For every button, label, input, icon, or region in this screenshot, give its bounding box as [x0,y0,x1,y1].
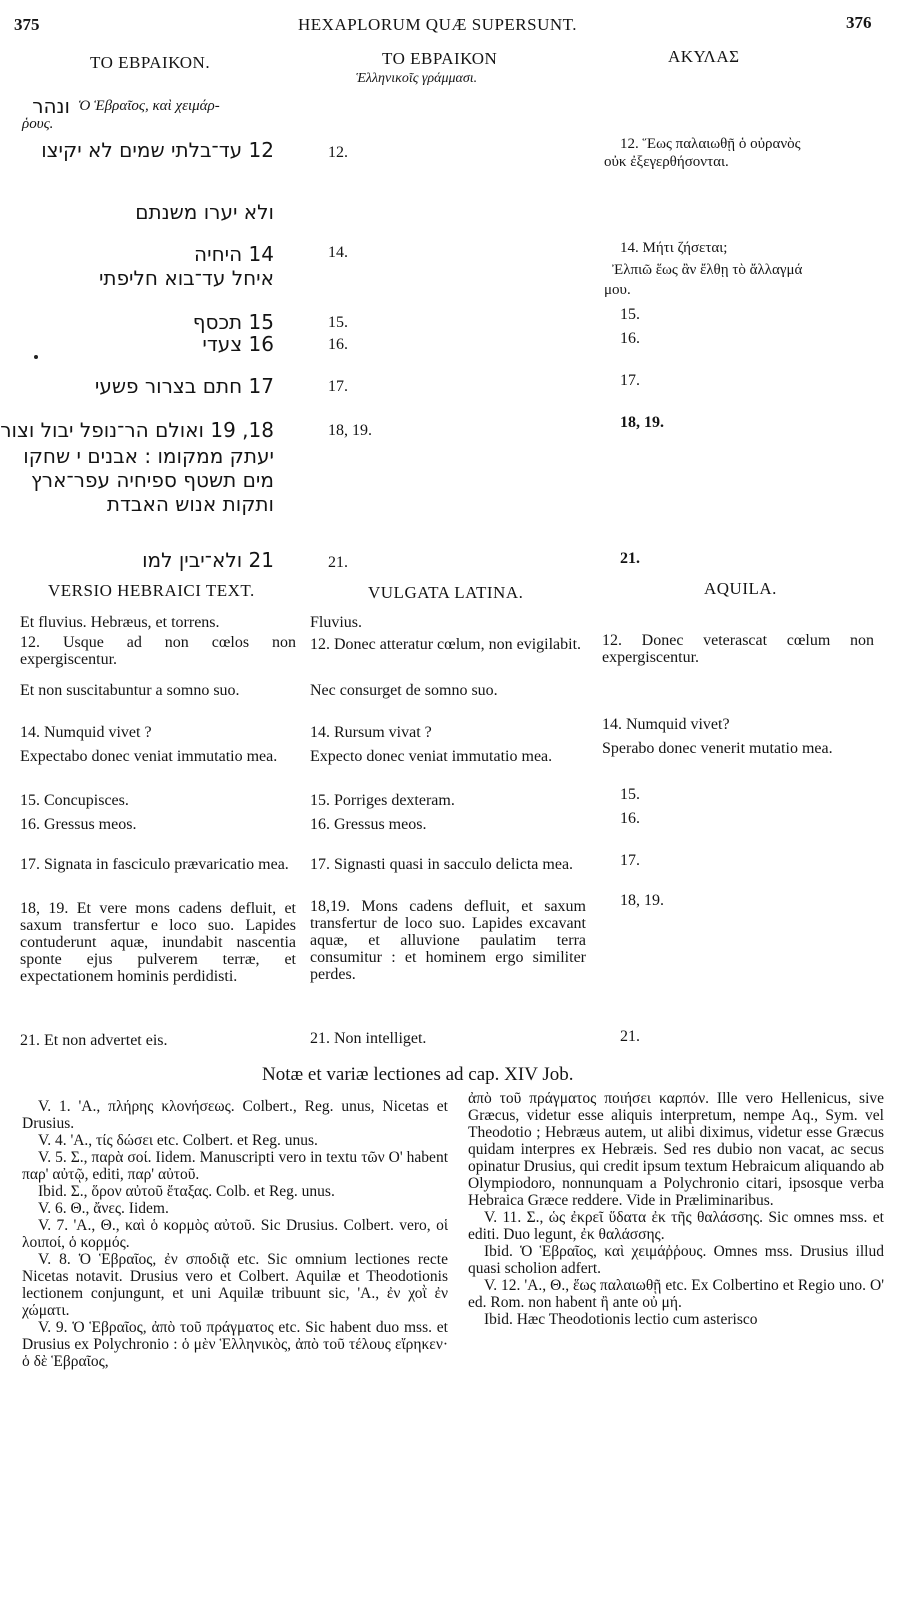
column-title-hebrew: ΤΟ ΕΒΡΑΙΚΟΝ. [90,53,211,72]
note-left-8: V. 9. Ὁ Ἑβραῖος, ἀπὸ τοῦ πράγματος etc. Sic habent duo mss. et Drusius ex Polychronio : ὁ μὲν Ἑλληνικὸς, ἀπὸ τοῦ τέλους εἴρηκεν· ὁ δὲ Ἑβραῖος, [22,1319,448,1370]
ink-dot [34,355,38,359]
latin-header-vulgata: VULGATA LATINA. [368,583,524,602]
hebrew-verse-14-cont: איחל עד־בוא חליפתי [98,266,274,290]
latin3-verse-16: 16. [620,810,640,827]
latin2-verse-15: 15. Porriges dexteram. [310,792,455,809]
latin1-verse-12: 12. Usque ad non cœlos non expergiscentur. [20,634,296,668]
hebrew-verse-17: 17 חתם בצרור פשעי [94,374,274,398]
aquila-verse-15: 15. [620,306,640,323]
latin2-verse-16: 16. Gressus meos. [310,816,427,833]
notes-title: Notæ et variæ lectiones ad cap. XIV Job. [262,1064,574,1085]
note-left-7: V. 8. Ὁ Ἑβραῖος, ἐν σποδιᾷ etc. Sic omnium lectiones recte Nicetas notavit. Drusius vero et Colbert. Aquilæ et Theodotionis lectionem conjungunt, et uni Aquilæ tribuunt sic, 'A., ἐν χοῒ ἐν χώματι. [22,1251,448,1319]
latin1-verse-17: 17. Signata in fasciculo prævaricatio mea. [20,856,289,873]
note-right-5: Ibid. Hæc Theodotionis lectio cum asterisco [484,1311,758,1328]
latin2-verse-17: 17. Signasti quasi in sacculo delicta mea. [310,856,574,873]
latin3-verse-21: 21. [620,1028,640,1045]
column-subtitle-transliteration: Ἑλληνικοῖς γράμμασι. [356,71,478,86]
aquila-verse-14: 14. Μήτι ζήσεται; [620,240,728,256]
note-right-3: Ibid. Ὁ Ἑβραῖος, καὶ χειμάῤῥους. Omnes mss. Drusius illud quasi scholion adfert. [468,1243,884,1277]
hebrew-verse-18-line2: יעתק ממקומו : אבנים י שחקו [23,444,274,468]
aquila-verse-12-cont: οὐκ ἐξεγερθήσονται. [604,154,729,170]
latin2-verse-14-cont: Expecto donec veniat immutatio mea. [310,748,553,765]
latin3-verse-12: 12. Donec veterascat cœlum non expergiscentur. [602,632,874,666]
note-left-6: V. 7. 'A., Θ., καὶ ὁ κορμὸς αὐτοῦ. Sic Drusius. Colbert. vero, οἱ λοιποί, ὁ κορμός. [22,1217,448,1251]
note-left-2: V. 4. 'A., τίς δώσει etc. Colbert. et Reg. unus. [38,1132,318,1149]
column-title-transliteration: ΤΟ ΕΒΡΑΙΚΟΝ [382,49,498,68]
hebrew-note-greek: Ὁ Ἑβραῖος, καὶ χειμάρ- [78,98,220,114]
hebrew-verse-11: ונהר [32,94,70,118]
running-title: HEXAPLORUM QUÆ SUPERSUNT. [298,15,578,34]
page-number-right: 376 [846,13,872,32]
notes-right-column [468,1090,884,1328]
note-right-2: V. 11. Σ., ὡς ἐκρεῖ ὕδατα ἐκ τῆς θαλάσσης. Sic omnes mss. et editi. Duo legunt, ἐκ θαλάσσης. [468,1209,884,1243]
aquila-verse-14-cont: Ἐλπιῶ ἕως ἂν ἔλθῃ τὸ ἄλλαγμά [612,262,803,278]
latin3-verse-18-19: 18, 19. [620,892,664,909]
latin1-verse-12-cont: Et non suscitabuntur a somno suo. [20,682,240,699]
notes-left-column [22,1098,448,1370]
aquila-verse-14-end: μου. [604,282,631,298]
latin2-verse-12: 12. Donec atteratur cœlum, non evigilabit. [310,636,582,653]
latin2-verse-14: 14. Rursum vivat ? [310,724,432,741]
note-left-3: V. 5. Σ., παρὰ σοί. Iidem. Manuscripti vero in textu τῶν O' habent παρ' αὐτῷ, editi, παρ' αὐτοῦ. [22,1149,448,1183]
translit-verse-16: 16. [328,336,348,353]
translit-verse-14: 14. [328,244,348,261]
latin1-verse-11: Et fluvius. Hebræus, et torrens. [20,614,220,631]
latin3-verse-17: 17. [620,852,640,869]
latin1-verse-21: 21. Et non advertet eis. [20,1032,168,1049]
translit-verse-12: 12. [328,144,348,161]
latin-header-aquila: AQUILA. [704,579,777,598]
hebrew-note-greek-cont: ῥους. [22,116,54,132]
note-right-1: ἀπὸ τοῦ πράγματος ποιήσει καρπόν. Ille vero Hellenicus, sive Græcus, videtur esse aliquis interpretum, nempe Aq., Sym. vel Theodotio ; Hebræus autem, ut alibi diximus, videtur esse Græcus quidam interpres ex Hebræis. Sed res dubio non vacat, ac secus opinatur Drusius, qui credit ipsum textum Hebraicum aliquando ab Olympiodoro, nonnunquam a Polychronio citari, ipsosque verba Hebraica Græce reddere. Vide in Præliminaribus. [468,1090,884,1209]
latin1-verse-14: 14. Numquid vivet ? [20,724,152,741]
latin1-verse-15: 15. Concupisces. [20,792,129,809]
aquila-verse-17: 17. [620,372,640,389]
note-left-4: Ibid. Σ., ὅρον αὐτοῦ ἔταξας. Colb. et Reg. unus. [38,1183,335,1200]
latin2-verse-12-cont: Nec consurget de somno suo. [310,682,498,699]
note-right-4: V. 12. 'A., Θ., ἕως παλαιωθῇ etc. Ex Colbertino et Regio uno. O' ed. Rom. non habent ἢ ante οὐ μή. [468,1277,884,1311]
translit-verse-17: 17. [328,378,348,395]
hebrew-verse-18-line4: ותקות אנוש האבדת [106,492,274,516]
latin3-verse-14: 14. Numquid vivet? [602,716,730,733]
aquila-verse-21: 21. [620,550,640,567]
hebrew-verse-15: 15 תכסף [192,310,274,334]
note-left-5: V. 6. Θ., ἄνες. Iidem. [38,1200,169,1217]
aquila-verse-18-19: 18, 19. [620,414,664,431]
aquila-verse-16: 16. [620,330,640,347]
latin2-verse-21: 21. Non intelliget. [310,1030,427,1047]
page-number-left: 375 [14,15,40,34]
latin3-verse-15: 15. [620,786,640,803]
translit-verse-21: 21. [328,554,348,571]
aquila-verse-12: 12. Ἕως παλαιωθῇ ὁ οὐρανὸς [620,136,801,152]
hebrew-verse-16: 16 צעדי [202,332,274,356]
hebrew-verse-18: 18, 19 ואולם הר־נופל יבול וצור [0,418,274,442]
latin2-verse-11: Fluvius. [310,614,363,631]
hebrew-verse-14: 14 היחיה [194,242,274,266]
latin2-verse-18-19: 18,19. Mons cadens defluit, et saxum transfertur de loco suo. Lapides excavant aquæ, et alluvione paulatim terra consumitur : et hominem ergo similiter perdes. [310,898,586,983]
hebrew-verse-12: 12 עד־בלתי שמים לא יקיצו [41,138,274,162]
hebrew-verse-12-cont: ולא יערו משנתם [135,200,274,224]
hebrew-verse-21: 21 ולא־יבין למו [142,548,274,572]
translit-verse-15: 15. [328,314,348,331]
latin1-verse-16: 16. Gressus meos. [20,816,137,833]
translit-verse-18-19: 18, 19. [328,422,372,439]
latin3-verse-14-cont: Sperabo donec venerit mutatio mea. [602,740,833,757]
latin1-verse-18-19: 18, 19. Et vere mons cadens defluit, et saxum transfertur e loco suo. Lapides contuderunt aquæ, inundabit nascentia sponte ejus pulverem terræ, et expectationem hominis perdidisti. [20,900,296,985]
hebrew-verse-18-line3: מים תשטף ספיחיה עפר־ארץ [31,468,274,492]
latin-header-hebraici: VERSIO HEBRAICI TEXT. [48,581,255,600]
column-title-aquila: ΑΚΥΛΑΣ [668,47,740,66]
latin1-verse-14-cont: Expectabo donec veniat immutatio mea. [20,748,278,765]
note-left-1: V. 1. 'A., πλήρης κλονήσεως. Colbert., Reg. unus, Nicetas et Drusius. [22,1098,448,1132]
